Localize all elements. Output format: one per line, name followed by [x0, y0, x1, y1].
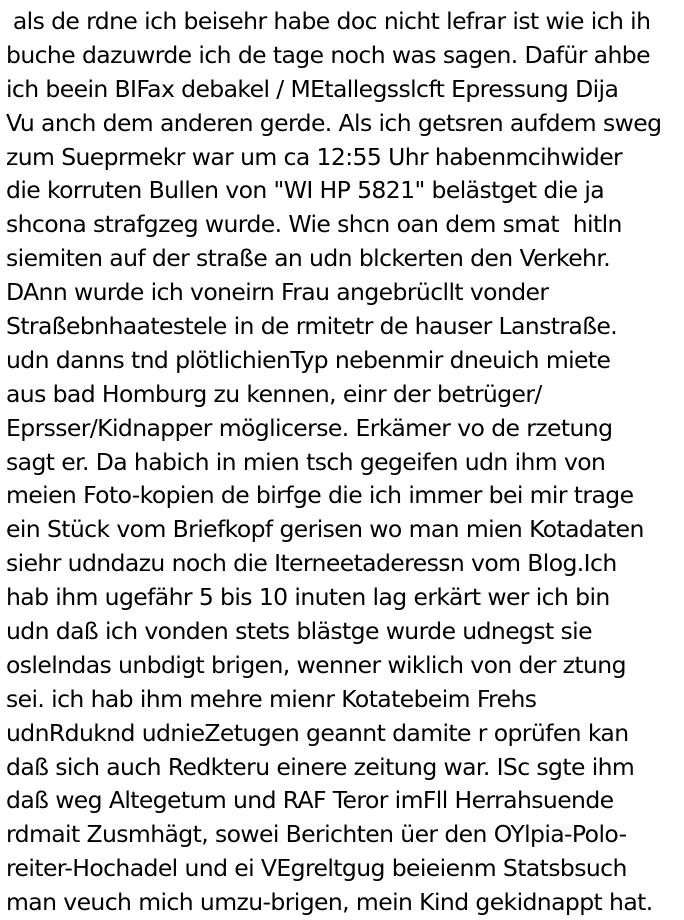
text-line: die korruten Bullen von "WI HP 5821" belästget die ja [6, 176, 605, 205]
text-line: Eprsser/Kidnapper möglicerse. Erkämer vo de rzetung [6, 413, 613, 442]
text-line: zum Sueprmekr war um ca 12:55 Uhr habenmcihwider [6, 142, 623, 171]
text-line: udn daß ich vonden stets blästge wurde udnegst sie [6, 617, 592, 646]
text-line: sagt er. Da habich in mien tsch gegeifen udn ihm von [6, 447, 606, 476]
text-line: reiter-Hochadel und ei VEgreltgug beieienm Statsbsuch [6, 854, 627, 883]
text-line: man veuch mich umzu-brigen, mein Kind gekidnappt hat. [6, 888, 653, 917]
body-text [6, 5, 682, 920]
text-line: sei. ich hab ihm mehre mienr Kotatebeim Frehs [6, 684, 537, 713]
text-line: hab ihm ugefähr 5 bis 10 inuten lag erkärt wer ich bin [6, 583, 610, 612]
text-line: siehr udndazu noch die Iterneetaderessn vom Blog.Ich [6, 549, 617, 578]
text-line: als de rdne ich beisehr habe doc nicht lefrar ist wie ich ih [6, 7, 651, 35]
text-line: Vu anch dem anderen gerde. Als ich getsren aufdem sweg [6, 108, 662, 137]
text-line: oslelndas unbdigt brigen, wenner wiklich von der ztung [6, 650, 626, 679]
text-line: ich beein BIFax debakel / MEtallegsslcft Epressung Dija [6, 74, 619, 103]
text-line: DAnn wurde ich voneirn Frau angebrücllt vonder [6, 278, 549, 307]
text-line: udnRduknd udnieZetugen geannt damite r oprüfen kan [6, 718, 629, 747]
text-line: meien Foto-kopien de birfge die ich immer bei mir trage [6, 481, 634, 510]
text-line: daß sich auch Redkteru einere zeitung war. ISc sgte ihm [6, 752, 635, 781]
text-line: Straßebnhaatestele in de rmitetr de hauser Lanstraße. [6, 312, 618, 341]
text-line: shcona strafgzeg wurde. Wie shcn oan dem smat hitln [6, 210, 622, 239]
text-line: rdmait Zusmhägt, sowei Berichten üer den OYlpia-Polo- [6, 820, 627, 849]
text-line: ein Stück vom Briefkopf gerisen wo man mien Kotadaten [6, 515, 644, 544]
text-line: udn danns tnd plötlichienTyp nebenmir dneuich miete [6, 345, 611, 374]
text-line: buche dazuwrde ich de tage noch was sagen. Dafür ahbe [6, 40, 650, 69]
text-line: aus bad Homburg zu kennen, einr der betrüger/ [6, 379, 542, 408]
text-line: siemiten auf der straße an udn blckerten den Verkehr. [6, 244, 611, 273]
text-line: daß weg Altegetum und RAF Teror imFll Herrahsuende [6, 786, 614, 815]
